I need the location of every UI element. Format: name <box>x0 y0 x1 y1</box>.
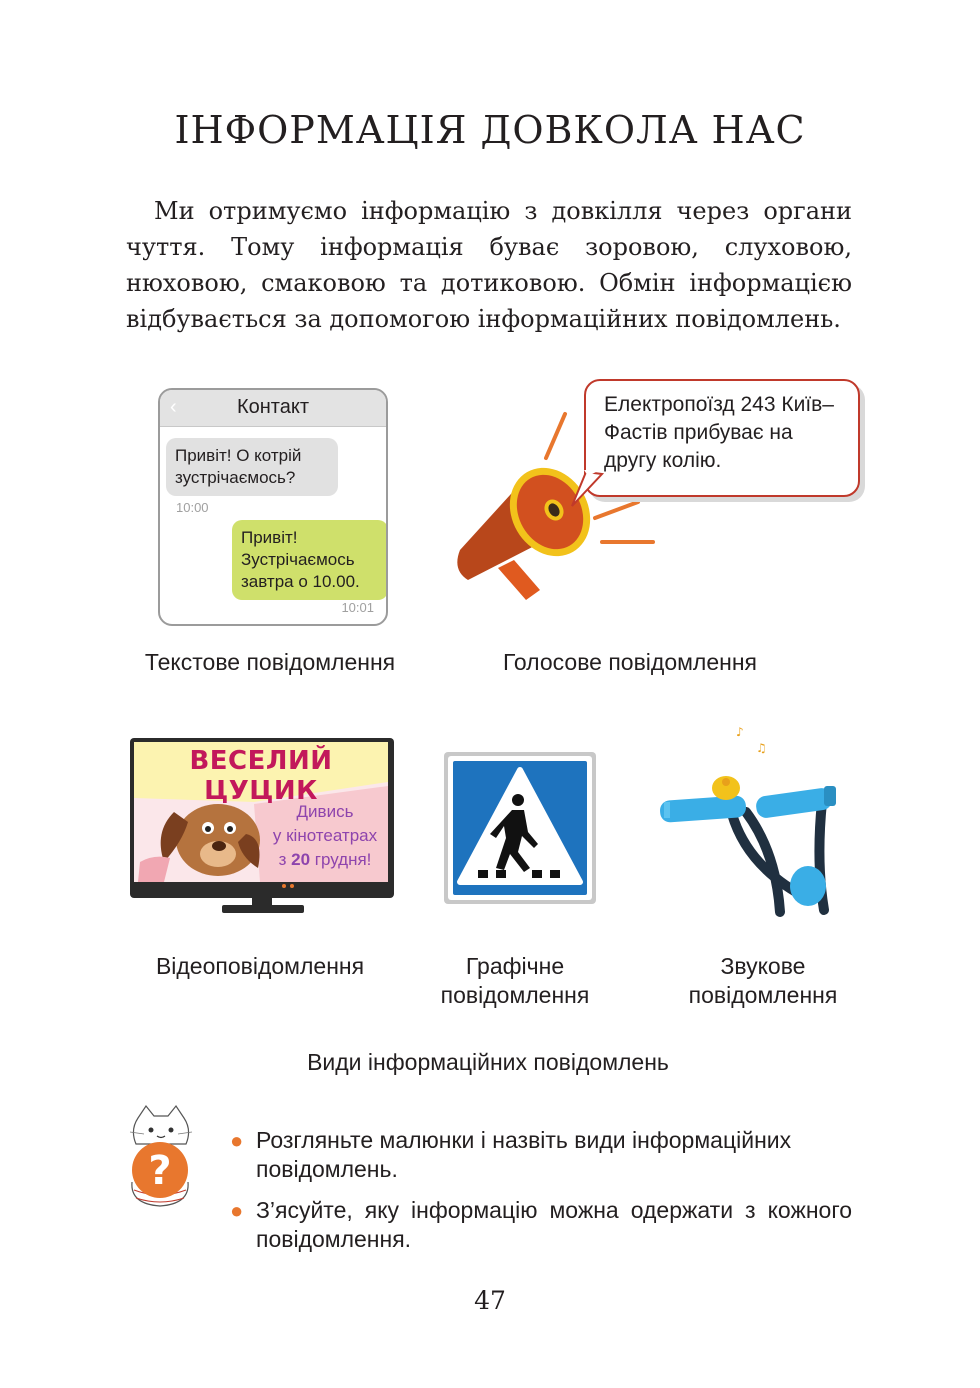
outgoing-message: Привіт! Зустрічаємось завтра о 10.00. <box>232 520 388 600</box>
tv-led-icon <box>290 884 294 888</box>
bullet-dot-icon: ● <box>230 1128 244 1153</box>
question-item-1 <box>230 1126 852 1184</box>
intro-paragraph: Ми отримуємо інформацію з довкілля через органи чуття. Тому інформація буває зоровою, слуховою, нюховою, смаковою та дотиковою. Обмін інформацією відбувається за допомогою інформаційних повідомлень. <box>126 197 852 333</box>
caption-sound-message <box>668 952 858 1010</box>
incoming-message: Привіт! О котрій зустрічаємось? <box>166 438 338 496</box>
svg-text:?: ? <box>148 1148 172 1194</box>
tv-show-title: ВЕСЕЛИЙ ЦУЦИК <box>189 746 333 806</box>
caption-text-message: Текстове повідомлення <box>144 649 396 675</box>
caption-graphic-line-2: повідомлення <box>440 982 590 1008</box>
tv-date-number: 20 <box>291 850 311 869</box>
page-title: ІНФОРМАЦІЯ ДОВКОЛА НАС <box>174 108 806 152</box>
tv-line-1: Дивись <box>296 802 354 821</box>
phone-chat-illustration <box>158 388 388 626</box>
tv-screen <box>134 742 388 882</box>
outgoing-time: 10:01 <box>341 600 374 615</box>
speech-tail-icon <box>568 470 608 510</box>
caption-sound-line-2: повідомлення <box>688 982 838 1008</box>
caption-video-message: Відеоповідомлення <box>155 953 365 979</box>
tv-line-3-prefix: з <box>278 850 292 869</box>
figure-caption: Види інформаційних повідомлень <box>307 1049 669 1075</box>
caption-voice-message: Голосове повідомлення <box>502 649 758 675</box>
question-item-2 <box>230 1196 852 1254</box>
svg-text:♪: ♪ <box>736 725 744 739</box>
tv-announcement <box>270 800 380 872</box>
question-text-2: З’ясуйте, яку інформацію можна одержати з кожного повідомлення. <box>256 1197 852 1252</box>
incoming-time: 10:00 <box>176 500 209 515</box>
chat-header <box>160 390 386 427</box>
announcement-bubble: Електропоїзд 243 Київ–Фастів прибуває на другу колію. <box>584 379 860 497</box>
tv-led-icon <box>282 884 286 888</box>
bicycle-bell-icon <box>656 722 846 922</box>
pedestrian-crossing-sign-icon <box>444 752 596 904</box>
cat-question-icon <box>124 1104 196 1210</box>
tv-line-3-suffix: грудня! <box>310 850 372 869</box>
caption-sound-line-1: Звукове <box>720 953 806 979</box>
tv-stand-base <box>222 905 304 913</box>
caption-graphic-message <box>420 952 610 1010</box>
page-number: 47 <box>474 1286 506 1315</box>
question-text-1: Розгляньте малюнки і назвіть види інформаційних повідомлень. <box>256 1127 792 1182</box>
back-chevron-icon: ‹ <box>170 396 177 418</box>
tv-line-2: у кінотеатрах <box>272 826 378 845</box>
svg-text:♫: ♫ <box>756 741 767 755</box>
chat-contact-name: Контакт <box>236 396 309 418</box>
caption-graphic-line-1: Графічне <box>465 953 565 979</box>
bullet-dot-icon: ● <box>230 1198 244 1223</box>
tv-line-3 <box>270 848 380 872</box>
